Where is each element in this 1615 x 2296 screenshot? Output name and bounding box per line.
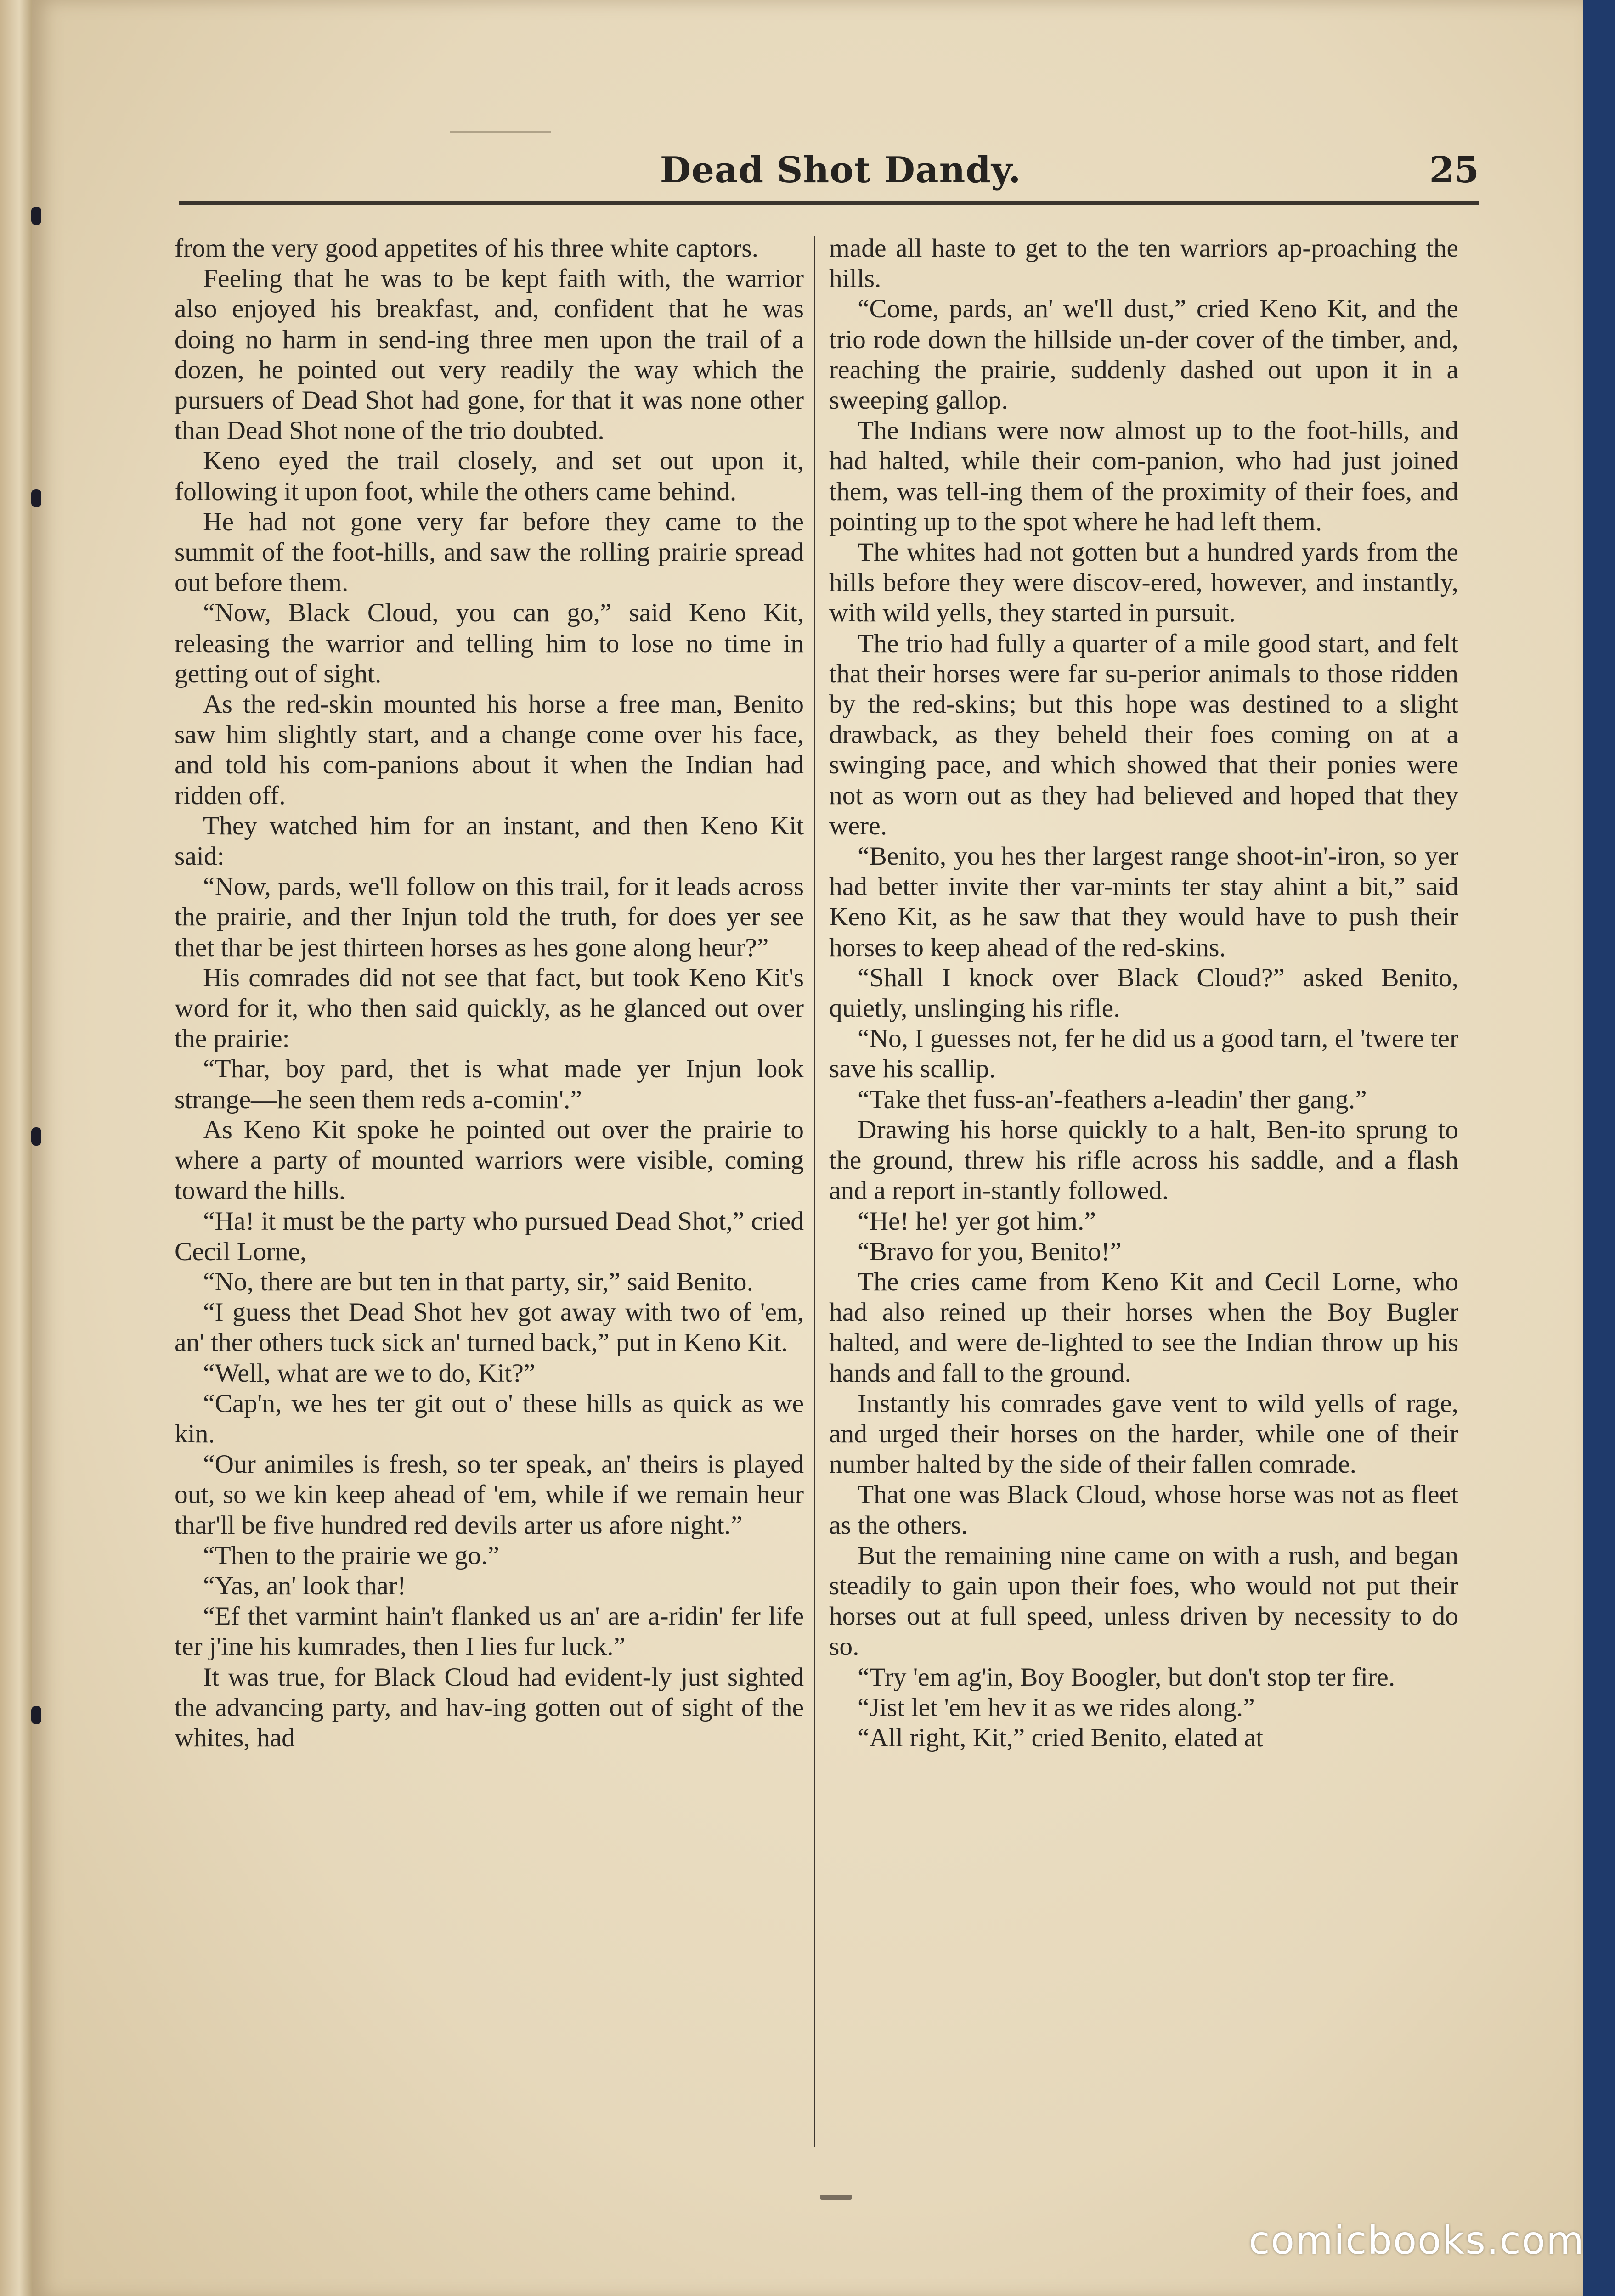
paragraph: “Thar, boy pard, thet is what made yer Injun look strange—he seen them reds a-comin'.” xyxy=(175,1054,804,1114)
running-title: Dead Shot Dandy. xyxy=(660,149,1022,191)
text-column-left xyxy=(175,233,804,1753)
paragraph: “No, there are but ten in that party, sir,” said Benito. xyxy=(203,1267,753,1296)
paragraph: Instantly his comrades gave vent to wild yells of rage, and urged their horses on the harder, while one of their number halted by the side of their fallen comrade. xyxy=(829,1389,1458,1479)
paragraph: “Then to the prairie we go.” xyxy=(203,1541,499,1570)
paragraph: “Yas, an' look thar! xyxy=(203,1571,407,1600)
paragraph: “Take thet fuss-an'-feathers a-leadin' ther gang.” xyxy=(858,1085,1367,1114)
header-rule xyxy=(179,201,1479,205)
paragraph: “All right, Kit,” cried Benito, elated at xyxy=(858,1723,1263,1752)
paragraph: The whites had not gotten but a hundred yards from the hills before they were discov-ered, however, and instantly, with wild yells, they started in pursuit. xyxy=(829,538,1458,628)
paragraph: They watched him for an instant, and then Keno Kit said: xyxy=(175,811,804,871)
paragraph: “Try 'em ag'in, Boy Boogler, but don't stop ter fire. xyxy=(858,1662,1395,1692)
paragraph: “He! he! yer got him.” xyxy=(858,1206,1096,1236)
paragraph: “Cap'n, we hes ter git out o' these hills as quick as we kin. xyxy=(175,1389,804,1448)
paragraph: “Our animiles is fresh, so ter speak, an' theirs is played out, so we kin keep ahead of 'em, while if we remain heur thar'll be five hundred red devils arter us afore night.” xyxy=(175,1450,804,1540)
page-number: 25 xyxy=(1429,149,1479,191)
paragraph: The trio had fully a quarter of a mile good start, and felt that their horses were far su-perior animals to those ridden by the red-skins; but this hope was destined to a slight drawback, as they beheld their foes coming on at a swinging pace, and which showed that their ponies were not as worn out as they had believed and hoped that they were. xyxy=(829,629,1458,840)
paragraph: “Now, Black Cloud, you can go,” said Keno Kit, releasing the warrior and telling him to lose no time in getting out of sight. xyxy=(175,598,804,688)
text-column-right xyxy=(829,233,1458,1753)
binding-hole xyxy=(31,207,41,225)
paragraph: The Indians were now almost up to the foot-hills, and had halted, while their com-panion, who had just joined them, was tell-ing them of the proximity of their foes, and pointing up to the spot where he had left them. xyxy=(829,416,1458,536)
paragraph: “I guess thet Dead Shot hev got away with two of 'em, an' ther others tuck sick an' turned back,” put in Keno Kit. xyxy=(175,1298,804,1357)
column-divider xyxy=(814,236,815,2147)
paragraph: “No, I guesses not, fer he did us a good tarn, el 'twere ter save his scallip. xyxy=(829,1024,1458,1084)
paragraph: “Jist let 'em hev it as we rides along.” xyxy=(858,1693,1255,1722)
paragraph: As the red-skin mounted his horse a free man, Benito saw him slightly start, and a change come over his face, and told his com-panions about it when the Indian had ridden off. xyxy=(175,690,804,810)
printer-mark xyxy=(820,2195,852,2200)
paragraph: “Bravo for you, Benito!” xyxy=(858,1237,1122,1266)
paragraph: “Come, pards, an' we'll dust,” cried Keno Kit, and the trio rode down the hillside un-der cover of the timber, and, reaching the prairie, suddenly dashed out upon it in a sweeping gallop. xyxy=(829,294,1458,415)
paragraph: “Ef thet varmint hain't flanked us an' are a-ridin' fer life ter j'ine his kumrades, then I lies fur luck.” xyxy=(175,1602,804,1661)
paragraph: from the very good appetites of his three white captors. xyxy=(175,234,759,263)
paragraph: “Ha! it must be the party who pursued Dead Shot,” cried Cecil Lorne, xyxy=(175,1206,804,1266)
binding-hole xyxy=(31,1127,41,1146)
watermark: comicbooks.com xyxy=(1248,2218,1585,2263)
paragraph: As Keno Kit spoke he pointed out over the prairie to where a party of mounted warriors were visible, coming toward the hills. xyxy=(175,1115,804,1205)
paragraph: He had not gone very far before they came to the summit of the foot-hills, and saw the rolling prairie spread out before them. xyxy=(175,507,804,597)
paragraph: Keno eyed the trail closely, and set out upon it, following it upon foot, while the others came behind. xyxy=(175,446,804,506)
facing-page-edge xyxy=(0,0,32,2296)
paragraph: Drawing his horse quickly to a halt, Ben-ito sprung to the ground, threw his rifle across his saddle, and a flash and a report in-stantly followed. xyxy=(829,1115,1458,1205)
paragraph: “Well, what are we to do, Kit?” xyxy=(203,1358,536,1388)
paragraph: His comrades did not see that fact, but took Keno Kit's word for it, who then said quickly, as he glanced out over the prairie: xyxy=(175,963,804,1053)
top-rule xyxy=(450,131,551,133)
paragraph: Feeling that he was to be kept faith with, the warrior also enjoyed his breakfast, and, confident that he was doing no harm in send-ing three men upon the trail of a dozen, he pointed out very readily the way which the pursuers of Dead Shot had gone, for that it was none other than Dead Shot none of the trio doubted. xyxy=(175,264,804,445)
paragraph: “Shall I knock over Black Cloud?” asked Benito, quietly, unslinging his rifle. xyxy=(829,963,1458,1023)
paragraph: But the remaining nine came on with a rush, and began steadily to gain upon their foes, who would not put their horses out at full speed, unless driven by necessity to do so. xyxy=(829,1541,1458,1661)
paragraph: “Now, pards, we'll follow on this trail, for it leads across the prairie, and ther Injun told the truth, for does yer see thet thar be jest thirteen horses as hes gone along heur?” xyxy=(175,872,804,962)
binding-hole xyxy=(31,1706,41,1724)
binding-hole xyxy=(31,489,41,507)
paragraph: It was true, for Black Cloud had evident-ly just sighted the advancing party, and hav-ing gotten out of sight of the whites, had xyxy=(175,1662,804,1752)
paragraph: “Benito, you hes ther largest range shoot-in'-iron, so yer had better invite ther var-mints ter stay ahint a bit,” said Keno Kit, as he saw that they would have to push their horses to keep ahead of the red-skins. xyxy=(829,842,1458,962)
paragraph: The cries came from Keno Kit and Cecil Lorne, who had also reined up their horses when the Boy Bugler halted, and were de-lighted to see the Indian throw up his hands and fall to the ground. xyxy=(829,1267,1458,1388)
paragraph: That one was Black Cloud, whose horse was not as fleet as the others. xyxy=(829,1480,1458,1540)
paragraph: made all haste to get to the ten warriors ap-proaching the hills. xyxy=(829,234,1458,293)
